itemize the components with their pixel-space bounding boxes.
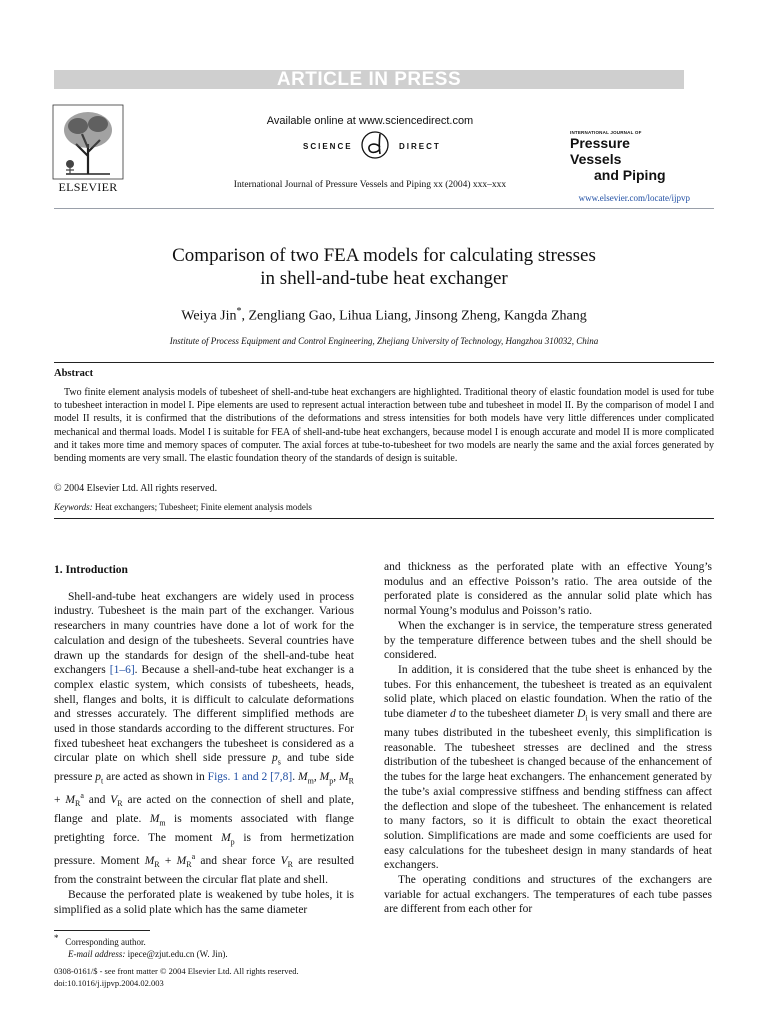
right-paragraph-3: In addition, it is considered that the tube sheet is enhanced by the tubes. For this enhancement, the tubesheet is treated as an equivalent solid plate, which placed on elastic foundation. When the ratio of the tube diameter d to the tubesheet diameter $D_i$ is very small and there are many tubes distributed in the tubesheet evenly, this simplification is reasonable. The tubesheet stresses are declined and the stress distribution of the tubesheet is changed because of the enhancement of the tubes for the large heat exchangers. The enhancement generated by the tube’s axial compressive stiffness and bending stiffness can affect the deflection and slope of the tubesheet. The enhancement is related to many factors, so it is difficult to obtain the exact theoretical solution. Simplifications are made and some coefficients are used for easy calculations for the tubesheet design in many standards of heat exchangers. <box>384 663 712 872</box>
article-title-line2: in shell-and-tube heat exchanger <box>260 268 508 289</box>
journal-logo-kicker: INTERNATIONAL JOURNAL OF <box>570 130 642 135</box>
footnote-rule <box>54 930 150 931</box>
sciencedirect-at-icon <box>357 130 393 160</box>
journal-logo-line2: and Piping <box>594 167 666 183</box>
footnote <box>54 933 354 960</box>
right-paragraph-1: and thickness as the perforated plate with an effective Young’s modulus and an effective Poisson’s ratio. The area outside of the perforated plate is considered as the annular solid plate which has normal Young’s modulus and Poisson’s ratio. <box>384 561 712 618</box>
article-in-press-banner: ARTICLE IN PRESS <box>54 70 684 89</box>
intro-paragraph-1: Shell-and-tube heat exchangers are widely used in process industry. Tubesheet is the main part of the exchanger. Various researchers in many countries have done a lot of work for the calculation and design of the tubesheets. Several countries have drawn up the standards for design of the shell-and-tube heat exchangers [1–6]. Because a shell-and-tube heat exchanger is a complex elastic system, which consists of tubesheets, heads, shell, flanges and bolts, it is difficult to calculate deformations and stresses accurately. The different simplified methods are used in those standards according to the different structures. For fixed tubesheet heat exchangers the tubesheet is considered as a circular plate on which shell side pressure $p_s$ and tube side pressure $p_t$ are acted as shown in Figs. 1 and 2 [7,8]. $M_m$, $M_p$, $M_R + M_R^a$ and $V_R$ are acted on the connection of shell and plate, flange and plate. $M_m$ is moments associated with flange pretighting force. The moment $M_p$ is from hermetization pressure. Moment $M_R + M_R^a$ and shear force $V_R$ are resulted from the constraint between the circular flat plate and shell. <box>54 590 355 887</box>
journal-logo <box>570 130 685 183</box>
article-title <box>84 244 684 290</box>
reference-link-1-6[interactable]: [1–6] <box>109 664 135 677</box>
corresponding-author-mark[interactable]: * <box>236 306 242 317</box>
keywords-line <box>54 502 312 512</box>
issn-line: 0308-0161/$ - see front matter © 2004 Elsevier Ltd. All rights reserved. <box>54 966 299 976</box>
publisher-name: ELSEVIER <box>58 180 118 194</box>
abstract-heading: Abstract <box>54 368 94 379</box>
right-column <box>384 560 712 917</box>
email-link[interactable]: ipece@zjut.edu.cn (W. Jin). <box>125 948 228 959</box>
footnote-corresponding: * Corresponding author. <box>54 933 146 947</box>
intro-paragraph-2: Because the perforated plate is weakened by tube holes, it is simplified as a solid plate which has the same diameter <box>54 888 354 916</box>
abstract-bottom-rule <box>54 518 714 519</box>
affiliation: Institute of Process Equipment and Control Engineering, Zhejiang University of Technology, Hangzhou 310032, China <box>169 336 599 346</box>
elsevier-tree-icon <box>52 104 124 192</box>
abstract-copyright: © 2004 Elsevier Ltd. All rights reserved. <box>54 483 218 494</box>
figure-reference-link[interactable]: Figs. 1 and 2 [7,8] <box>207 771 293 784</box>
left-column <box>54 563 354 917</box>
section-heading-introduction: 1. Introduction <box>54 564 128 576</box>
abstract-body: Two finite element analysis models of tubesheet of shell-and-tube heat exchangers are highlighted. Traditional theory of elastic foundation model is used for tube to tubesheet interaction in model I. Pipe elements are used to represent actual interaction between tube and tubesheet in model II. By the comparison of model I and model II results, it is confirmed that the distributions of the deformations and stress intensities for both models have very little differences under complicated mechanical and thermal loads. Model I is suitable for FEA of shell-and-tube heat exchangers, because model I is enough accurate and model II is more complicated and it takes more time and memory spaces of computer. The axial forces at tube-to-tubesheet for two models are nearly the same and the axial forces generated by bending moments are very small. The elastic foundation theory of the standards of design is suitable. <box>54 387 714 465</box>
author-first: Weiya Jin <box>181 308 237 324</box>
abstract-top-rule <box>54 362 714 363</box>
keywords-label: Keywords: <box>54 502 93 512</box>
article-title-line1: Comparison of two FEA models for calculating stresses <box>172 245 596 266</box>
front-matter-info <box>54 965 374 989</box>
doi-line[interactable]: doi:10.1016/j.ijpvp.2004.02.003 <box>54 978 164 988</box>
keywords-values: Heat exchangers; Tubesheet; Finite element analysis models <box>92 502 312 512</box>
right-paragraph-2: When the exchanger is in service, the temperature stress generated by the temperature difference between tubes and the shell should be considered. <box>384 619 712 662</box>
sciencedirect-logo-right: DIRECT <box>399 142 441 151</box>
sciencedirect-logo <box>295 130 465 160</box>
header-divider <box>54 208 714 209</box>
right-paragraph-4: The operating conditions and structures of the exchangers are variable for actual exchangers. The temperatures of each tube passes are different from each other for <box>384 874 712 916</box>
sciencedirect-logo-left: SCIENCE <box>303 142 353 151</box>
author-rest: , Zengliang Gao, Lihua Liang, Jinsong Zheng, Kangda Zhang <box>241 308 587 324</box>
journal-logo-line1: Pressure Vessels <box>570 135 630 167</box>
author-list <box>84 306 684 325</box>
journal-url-link[interactable]: www.elsevier.com/locate/ijpvp <box>578 193 690 203</box>
available-online-text: Available online at www.sciencedirect.com <box>266 115 474 127</box>
footnote-email: E-mail address: ipece@zjut.edu.cn (W. Jin). <box>68 948 228 959</box>
journal-citation: International Journal of Pressure Vessels and Piping xx (2004) xxx–xxx <box>233 180 507 190</box>
